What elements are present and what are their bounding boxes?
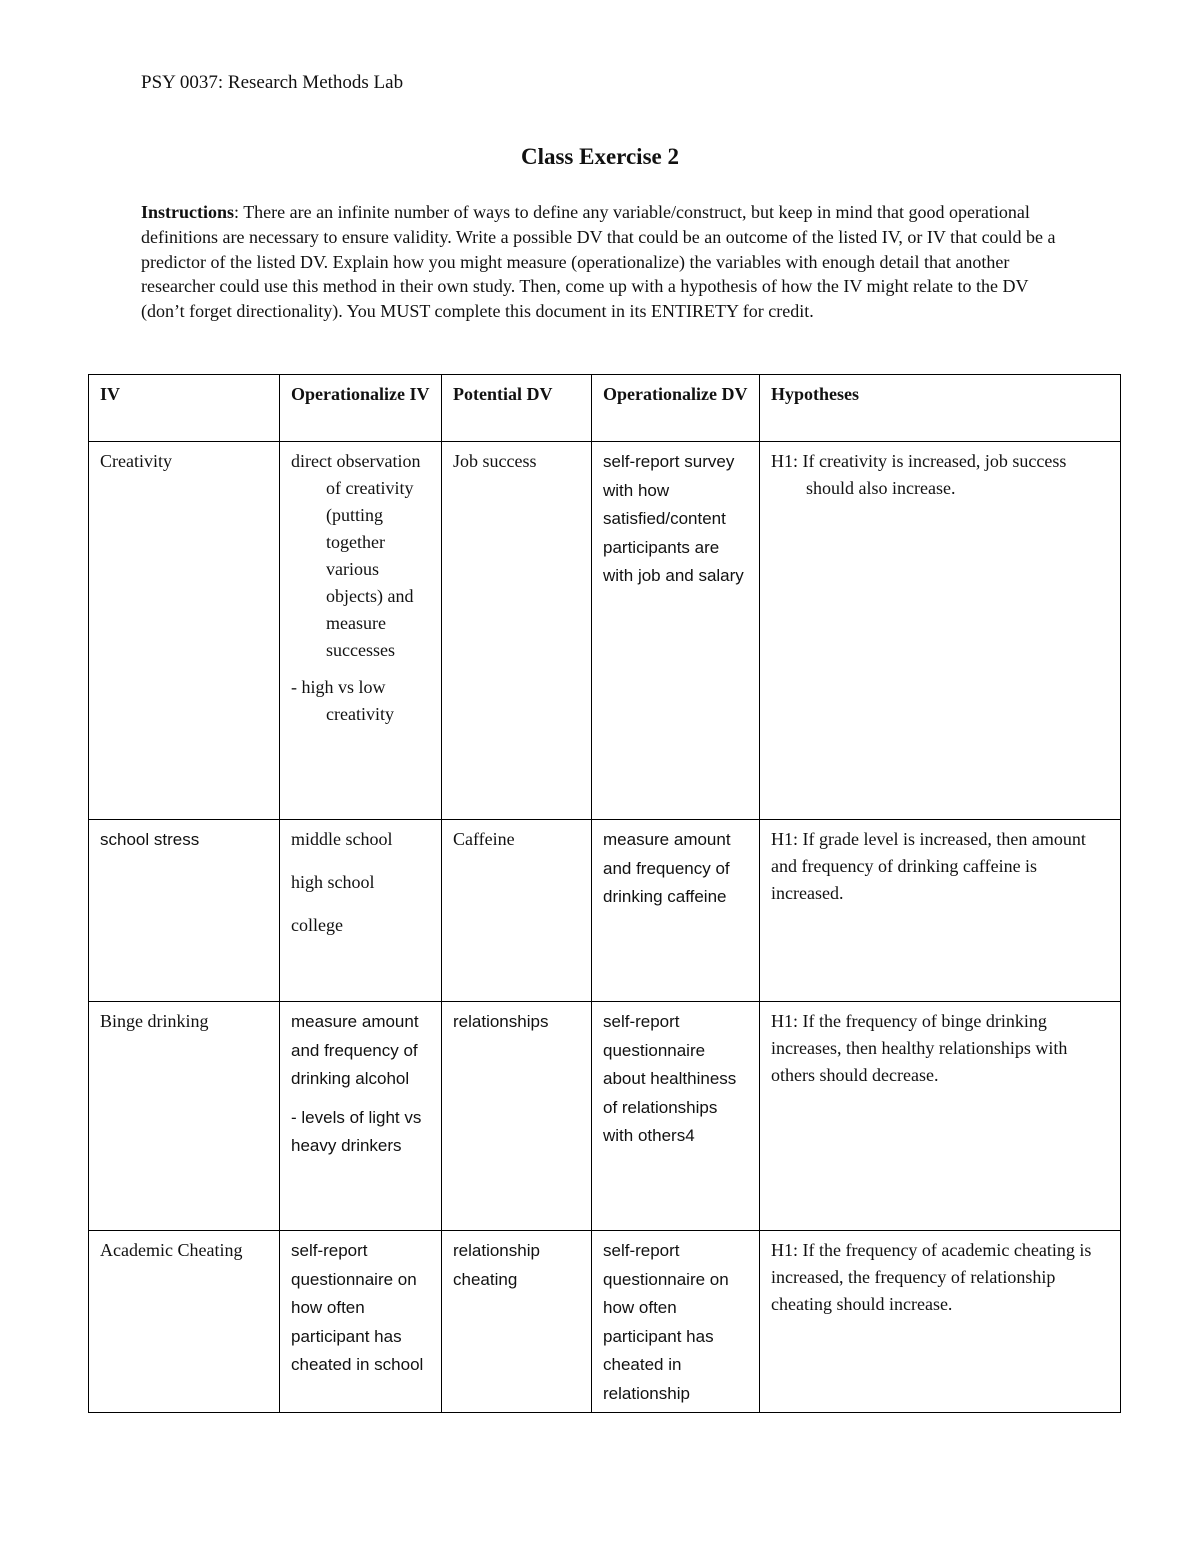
course-header: PSY 0037: Research Methods Lab (141, 72, 404, 93)
op-iv-line: self-report questionnaire on how often participant has cheated in school (291, 1241, 424, 1374)
op-iv-line: - levels of light vs heavy drinkers (291, 1107, 422, 1155)
op-dv-cell (592, 442, 760, 820)
op-iv-cell (280, 1231, 442, 1413)
table-row (89, 1002, 1121, 1231)
op-dv-text: self-report questionnaire on how often participant has cheated in relationship (603, 1241, 729, 1403)
op-iv-cell (280, 820, 442, 1002)
op-iv-line: - high vs low creativity (291, 677, 394, 724)
header-operationalize-iv: Operationalize IV (280, 375, 442, 442)
hypothesis-text: H1: If creativity is increased, job success should also increase. (771, 451, 1067, 498)
op-dv-cell (592, 820, 760, 1002)
table-header-row (89, 375, 1121, 442)
op-dv-text: self-report questionnaire about healthiness of relationships with others4 (603, 1012, 737, 1145)
op-dv-text: measure amount and frequency of drinking caffeine (603, 830, 731, 906)
op-iv-line: high school (291, 872, 375, 892)
header-operationalize-dv: Operationalize DV (592, 375, 760, 442)
instructions-label: Instructions (141, 202, 235, 222)
page-title: Class Exercise 2 (520, 144, 679, 169)
dv-cell: Job success (442, 442, 592, 820)
iv-cell (89, 820, 280, 1002)
op-iv-line: college (291, 915, 343, 935)
table-row (89, 1231, 1121, 1413)
dv-cell (442, 1002, 592, 1231)
hypothesis-cell: H1: If grade level is increased, then amount and frequency of drinking caffeine is increased. (760, 820, 1121, 1002)
exercise-table (88, 374, 1121, 1413)
table-row (89, 820, 1121, 1002)
op-dv-text: self-report survey with how satisfied/content participants are with job and salary (603, 452, 744, 585)
table-row (89, 442, 1121, 820)
instructions-text: : There are an infinite number of ways to define any variable/construct, but keep in mind that good operational definitions are necessary to ensure validity. Write a possible DV that could be an outcome of the listed IV, or IV that could be a predictor of the listed DV. Explain how you might measure (operationalize) the variables with enough detail that another researcher could use this method in their own study. Then, come up with a hypothesis of how the IV might relate to the DV (don’t forget directionality). You MUST complete this document in its ENTIRETY for credit. (141, 202, 1056, 322)
op-iv-line: middle school (291, 829, 393, 849)
header-hypotheses: Hypotheses (760, 375, 1121, 442)
op-iv-cell (280, 1002, 442, 1231)
dv-text: relationship cheating (453, 1241, 540, 1289)
hypothesis-cell: H1: If the frequency of binge drinking increases, then healthy relationships with others should decrease. (760, 1002, 1121, 1231)
op-iv-cell (280, 442, 442, 820)
op-dv-cell (592, 1002, 760, 1231)
header-iv: IV (89, 375, 280, 442)
instructions-paragraph (141, 200, 1066, 324)
iv-text: school stress (100, 830, 200, 849)
header-potential-dv: Potential DV (442, 375, 592, 442)
hypothesis-cell (760, 442, 1121, 820)
op-iv-line: measure amount and frequency of drinking alcohol (291, 1012, 419, 1088)
dv-cell (442, 1231, 592, 1413)
hypothesis-cell: H1: If the frequency of academic cheating is increased, the frequency of relationship cheating should increase. (760, 1231, 1121, 1413)
op-iv-line: direct observation of creativity (putting together various objects) and measure successes (291, 451, 421, 660)
iv-cell: Binge drinking (89, 1002, 280, 1231)
dv-text: relationships (453, 1012, 549, 1031)
iv-cell: Academic Cheating (89, 1231, 280, 1413)
op-dv-cell (592, 1231, 760, 1413)
dv-cell: Caffeine (442, 820, 592, 1002)
iv-cell: Creativity (89, 442, 280, 820)
